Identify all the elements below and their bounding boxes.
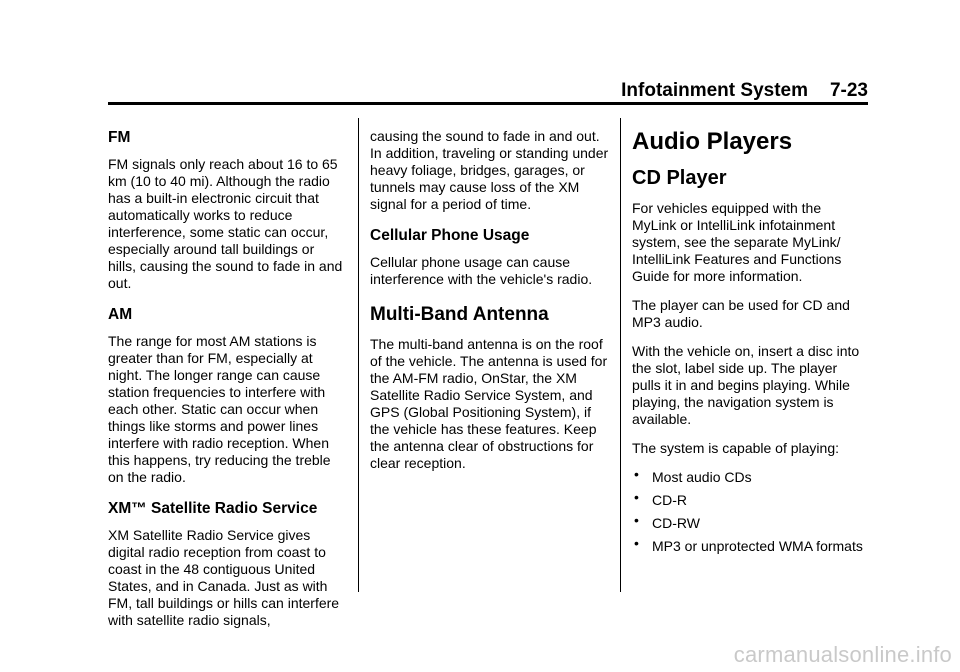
antenna-heading: Multi-Band Antenna [370, 304, 549, 325]
watermark: carmanualsonline.info [733, 642, 952, 667]
cellular-heading: Cellular Phone Usage [370, 227, 530, 244]
cd-player-heading: CD Player [632, 167, 727, 189]
column-divider [620, 118, 621, 592]
cd-paragraph-3: With the vehicle on, insert a disc into the slot, label side up. The player pulls it in and begins playing. While playing, the navigation system is available. [632, 343, 860, 427]
column-3 [632, 124, 868, 561]
fm-paragraph: FM signals only reach about 16 to 65 km (10 to 40 mi). Although the radio has a built-in electronic circuit that automatically works to reduce interference, some static can occur, especially around tall buildings or hills, causing the sound to fade in and out. [108, 156, 343, 291]
fm-heading: FM [108, 129, 131, 146]
cd-paragraph-1: For vehicles equipped with the MyLink or IntelliLink infotainment system, see the separate MyLink/ IntelliLink Features and Functions Guide for more information. [632, 200, 842, 284]
audio-players-heading: Audio Players [632, 128, 793, 155]
bullet-icon: • [634, 535, 639, 551]
cd-paragraph-2: The player can be used for CD and MP3 audio. [632, 297, 850, 330]
xm-continued-paragraph: causing the sound to fade in and out. In addition, traveling or standing under heavy foliage, bridges, garages, or tunnels may cause loss of the XM signal for a period of time. [370, 128, 609, 212]
list-item: • MP3 or unprotected WMA formats [634, 535, 863, 554]
antenna-paragraph: The multi-band antenna is on the roof of the vehicle. The antenna is used for the AM-FM radio, OnStar, the XM Satellite Radio Service System, and GPS (Global Positioning System), if the vehicle has these features. Keep the antenna clear of obstructions for clear reception. [370, 336, 608, 471]
column-2 [370, 128, 610, 484]
xm-heading: XM™ Satellite Radio Service [108, 500, 318, 517]
section-title: Infotainment System [621, 80, 808, 101]
list-item: • CD-R [634, 489, 687, 508]
am-paragraph: The range for most AM stations is greater than for FM, especially at night. The longer range can cause station frequencies to interfere with each other. Static can occur when things like storms and power lines interfere with radio reception. When this happens, try reducing the treble on the radio. [108, 333, 331, 485]
page-header [620, 80, 868, 104]
cd-paragraph-4: The system is capable of playing: [632, 440, 839, 456]
cellular-paragraph: Cellular phone usage can cause interference with the vehicle's radio. [370, 254, 593, 287]
header-rule [108, 102, 868, 105]
column-1 [108, 120, 346, 641]
page-number: 7-23 [829, 80, 868, 101]
am-heading: AM [108, 306, 133, 323]
xm-paragraph: XM Satellite Radio Service gives digital radio reception from coast to coast in the 48 contiguous United States, and in Canada. Just as with FM, tall buildings or hills can interfere with satellite radio signals, [108, 527, 340, 628]
bullet-icon: • [634, 466, 639, 482]
bullet-icon: • [634, 489, 639, 505]
playable-formats-list [632, 466, 868, 555]
column-divider [358, 118, 359, 592]
bullet-icon: • [634, 512, 639, 528]
list-item: • CD-RW [634, 512, 700, 531]
list-item: • Most audio CDs [634, 466, 752, 485]
